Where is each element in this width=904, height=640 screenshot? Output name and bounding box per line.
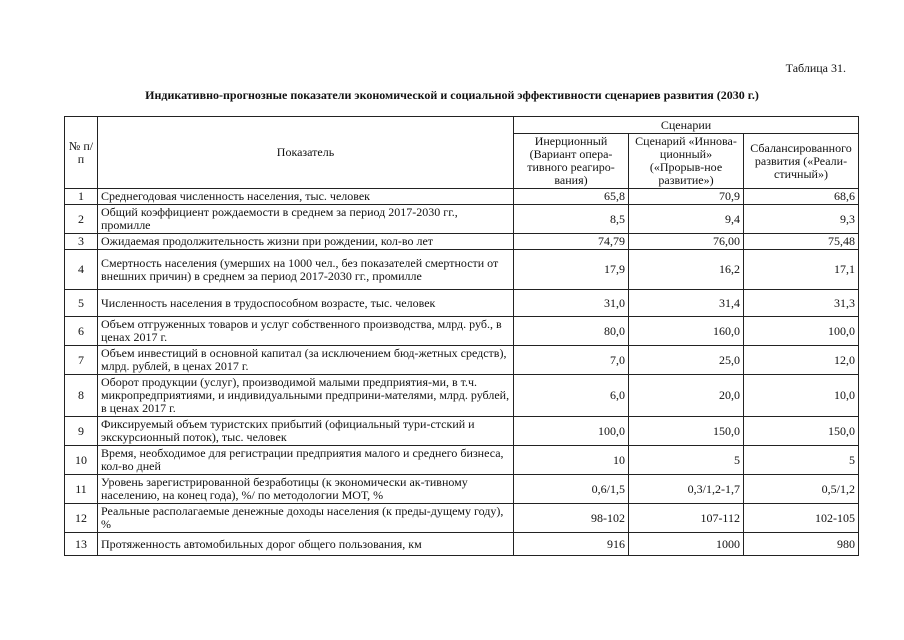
table-row	[65, 533, 859, 556]
row-number: 11	[65, 475, 98, 504]
value-balanced: 10,0	[744, 375, 859, 417]
table-row	[65, 250, 859, 290]
value-inertial: 17,9	[514, 250, 629, 290]
header-scenarios-group: Сценарии	[514, 117, 859, 134]
row-indicator: Время, необходимое для регистрации предприятия малого и среднего бизнеса, кол-во дней	[98, 446, 514, 475]
table-row	[65, 346, 859, 375]
row-indicator: Ожидаемая продолжительность жизни при рождении, кол-во лет	[98, 234, 514, 250]
value-innovative: 70,9	[629, 189, 744, 205]
value-balanced: 68,6	[744, 189, 859, 205]
table-row	[65, 290, 859, 317]
row-number: 6	[65, 317, 98, 346]
row-number: 7	[65, 346, 98, 375]
value-inertial: 100,0	[514, 417, 629, 446]
row-indicator: Общий коэффициент рождаемости в среднем за период 2017-2030 гг., промилле	[98, 205, 514, 234]
row-number: 2	[65, 205, 98, 234]
value-inertial: 6,0	[514, 375, 629, 417]
value-balanced: 980	[744, 533, 859, 556]
table-row	[65, 375, 859, 417]
row-number: 9	[65, 417, 98, 446]
table-row	[65, 189, 859, 205]
table-body	[65, 189, 859, 556]
value-innovative: 107-112	[629, 504, 744, 533]
table-row	[65, 205, 859, 234]
value-balanced: 5	[744, 446, 859, 475]
row-indicator: Объем инвестиций в основной капитал (за исключением бюд-жетных средств), млрд. рублей, в ценах 2017 г.	[98, 346, 514, 375]
value-balanced: 100,0	[744, 317, 859, 346]
header-scenario-inertial: Инерционный (Вариант опера-тивного реагиро-вания)	[514, 134, 629, 189]
row-number: 10	[65, 446, 98, 475]
table-row	[65, 417, 859, 446]
value-innovative: 9,4	[629, 205, 744, 234]
value-inertial: 916	[514, 533, 629, 556]
row-indicator: Фиксируемый объем туристских прибытий (официальный тури-стский и экскурсионный поток), тыс. человек	[98, 417, 514, 446]
value-inertial: 0,6/1,5	[514, 475, 629, 504]
row-indicator: Оборот продукции (услуг), производимой малыми предприятия-ми, в т.ч. микропредприятиями, и индивидуальными предприни-мателями, млрд. рублей, в ценах 2017 г.	[98, 375, 514, 417]
table-row	[65, 475, 859, 504]
value-inertial: 10	[514, 446, 629, 475]
value-innovative: 16,2	[629, 250, 744, 290]
row-number: 4	[65, 250, 98, 290]
value-balanced: 9,3	[744, 205, 859, 234]
value-innovative: 5	[629, 446, 744, 475]
row-number: 12	[65, 504, 98, 533]
table-header-row	[65, 117, 859, 134]
table-row	[65, 317, 859, 346]
value-balanced: 12,0	[744, 346, 859, 375]
table-row	[65, 504, 859, 533]
indicators-table	[64, 116, 859, 556]
value-balanced: 75,48	[744, 234, 859, 250]
row-number: 8	[65, 375, 98, 417]
row-number: 5	[65, 290, 98, 317]
row-number: 13	[65, 533, 98, 556]
row-indicator: Численность населения в трудоспособном возрасте, тыс. человек	[98, 290, 514, 317]
value-balanced: 17,1	[744, 250, 859, 290]
value-balanced: 31,3	[744, 290, 859, 317]
value-inertial: 74,79	[514, 234, 629, 250]
header-indicator: Показатель	[98, 117, 514, 189]
value-inertial: 7,0	[514, 346, 629, 375]
header-scenario-innovative: Сценарий «Иннова-ционный» («Прорыв-ное развитие»)	[629, 134, 744, 189]
value-balanced: 150,0	[744, 417, 859, 446]
value-innovative: 150,0	[629, 417, 744, 446]
value-inertial: 31,0	[514, 290, 629, 317]
table-row	[65, 446, 859, 475]
value-inertial: 98-102	[514, 504, 629, 533]
value-balanced: 0,5/1,2	[744, 475, 859, 504]
row-indicator: Протяженность автомобильных дорог общего пользования, км	[98, 533, 514, 556]
value-inertial: 8,5	[514, 205, 629, 234]
row-indicator: Смертность населения (умерших на 1000 чел., без показателей смертности от внешних причин) в среднем за период 2017-2030 гг., промилле	[98, 250, 514, 290]
table-caption: Таблица 31.	[785, 61, 846, 75]
value-innovative: 0,3/1,2-1,7	[629, 475, 744, 504]
document-title: Индикативно-прогнозные показатели экономической и социальной эффективности сценариев развития (2030 г.)	[145, 88, 759, 102]
header-num: № п/п	[65, 117, 98, 189]
value-innovative: 76,00	[629, 234, 744, 250]
table-row	[65, 234, 859, 250]
header-scenario-balanced: Сбалансированного развития («Реали-стичный»)	[744, 134, 859, 189]
row-number: 3	[65, 234, 98, 250]
row-number: 1	[65, 189, 98, 205]
row-indicator: Уровень зарегистрированной безработицы (к экономически ак-тивному населению, на конец года), %/ по методологии МОТ, %	[98, 475, 514, 504]
row-indicator: Среднегодовая численность населения, тыс. человек	[98, 189, 514, 205]
value-inertial: 80,0	[514, 317, 629, 346]
value-innovative: 20,0	[629, 375, 744, 417]
value-inertial: 65,8	[514, 189, 629, 205]
row-indicator: Реальные располагаемые денежные доходы населения (к преды-дущему году), %	[98, 504, 514, 533]
value-balanced: 102-105	[744, 504, 859, 533]
value-innovative: 160,0	[629, 317, 744, 346]
row-indicator: Объем отгруженных товаров и услуг собственного производства, млрд. руб., в ценах 2017 г.	[98, 317, 514, 346]
value-innovative: 25,0	[629, 346, 744, 375]
value-innovative: 1000	[629, 533, 744, 556]
value-innovative: 31,4	[629, 290, 744, 317]
